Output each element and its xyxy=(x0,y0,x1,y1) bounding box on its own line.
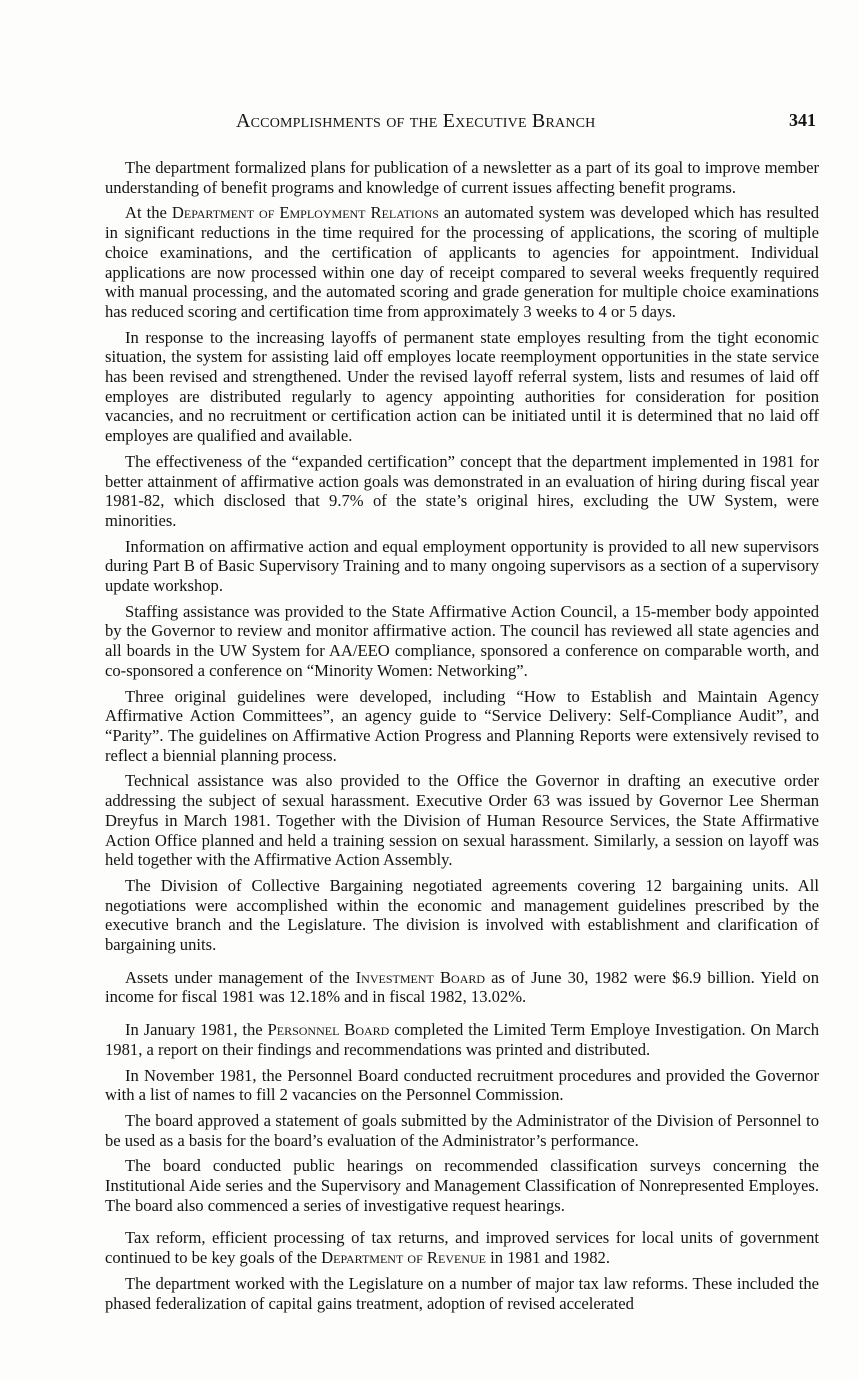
paragraph xyxy=(105,1228,819,1267)
paragraph xyxy=(105,968,819,1007)
document-body xyxy=(105,158,819,1319)
paragraph: Technical assistance was also provided to the Office the Governor in drafting an executive order addressing the subject of sexual harassment. Executive Order 63 was issued by Governor Lee Sherman Dreyfus in March 1981. Together with the Division of Human Resource Services, the State Affirmative Action Office planned and held a training session on sexual harassment. Similarly, a session on layoff was held together with the Affirmative Action Assembly. xyxy=(105,771,819,870)
paragraph: The department worked with the Legislature on a number of major tax law reforms. These included the phased federalization of capital gains treatment, adoption of revised accelerated xyxy=(105,1273,819,1313)
paragraph: Three original guidelines were developed, including “How to Establish and Maintain Agency Affirmative Action Committees”, an agency guide to “Service Delivery: Self-Compliance Audit”, and “Parity”. The guidelines on Affirmative Action Progress and Planning Reports were extensively revised to reflect a biennial planning process. xyxy=(105,686,819,765)
agency-name: Personnel Board xyxy=(267,1020,390,1040)
agency-name: Investment Board xyxy=(355,967,486,987)
paragraph: Staffing assistance was provided to the State Affirmative Action Council, a 15-member body appointed by the Governor to review and monitor affirmative action. The council has reviewed all state agencies and all boards in the UW System for AA/EEO compliance, sponsored a conference on comparable worth, and co-sponsored a conference on “Minority Women: Networking”. xyxy=(105,601,819,680)
page-number: 341 xyxy=(789,110,816,130)
paragraph xyxy=(105,203,819,321)
paragraph: The department formalized plans for publication of a newsletter as a part of its goal to improve member understanding of benefit programs and knowledge of current issues affecting benefit programs. xyxy=(105,158,819,197)
agency-name: Department of Revenue xyxy=(321,1248,486,1268)
paragraph xyxy=(105,1020,819,1059)
running-head xyxy=(106,108,818,138)
running-title: Accomplishments of the Executive Branch xyxy=(236,110,596,132)
paragraph: The effectiveness of the “expanded certification” concept that the department implemented in 1981 for better attainment of affirmative action goals was demonstrated in an evaluation of hiring during fiscal year 1981-82, which disclosed that 9.7% of the state’s original hires, excluding the UW System, were minorities. xyxy=(105,451,819,530)
paragraph-text: as of June 30, 1982 were $6.9 billion. Yield on income for fiscal 1981 was 12.18% and in fiscal 1982, 13.02%. xyxy=(105,967,819,1007)
paragraph: The Division of Collective Bargaining negotiated agreements covering 12 bargaining units. All negotiations were accomplished within the economic and management guidelines prescribed by the executive branch and the Legislature. The division is involved with establishment and clarification of bargaining units. xyxy=(105,875,819,955)
paragraph: In November 1981, the Personnel Board conducted recruitment procedures and provided the Governor with a list of names to fill 2 vacancies on the Personnel Commission. xyxy=(105,1065,819,1105)
agency-name: Department of Employment Relations xyxy=(171,203,439,223)
paragraph: In response to the increasing layoffs of permanent state employes resulting from the tight economic situation, the system for assisting laid off employes locate reemployment opportunities in the state service has been revised and strengthened. Under the revised layoff referral system, lists and resumes of laid off employes are distributed regularly to agency appointing authorities for consideration for position vacancies, and no recruitment or certification action can be initiated until it is determined that no laid off employes are qualified and available. xyxy=(105,327,819,446)
paragraph: The board approved a statement of goals submitted by the Administrator of the Division of Personnel to be used as a basis for the board’s evaluation of the Administrator’s performance. xyxy=(105,1110,819,1150)
paragraph-text: Assets under management of the xyxy=(125,967,356,987)
paragraph: Information on affirmative action and equal employment opportunity is provided to all new supervisors during Part B of Basic Supervisory Training and to many ongoing supervisors as a section of a supervisory update workshop. xyxy=(105,536,819,596)
paragraph-text: in 1981 and 1982. xyxy=(485,1248,610,1268)
paragraph-text: In January 1981, the xyxy=(125,1020,268,1040)
paragraph-text: completed the Limited Term Employe Investigation. On March 1981, a report on their findings and recommendations was printed and distributed. xyxy=(105,1020,819,1059)
paragraph-text: Tax reform, efficient processing of tax returns, and improved services for local units of government continued to be key goals of the xyxy=(105,1228,819,1268)
paragraph-text: At the xyxy=(125,203,172,223)
paragraph-text: an automated system was developed which has resulted in significant reductions in the time required for the processing of applications, the scoring of multiple choice examinations, and the certification of applicants to agencies for appointment. Individual applications are now processed within one day of receipt compared to several weeks frequently required with manual processing, and the automated scoring and grade generation for multiple choice examinations has reduced scoring and certification time from approximately 3 weeks to 4 or 5 days. xyxy=(105,203,819,321)
paragraph: The board conducted public hearings on recommended classification surveys concerning the Institutional Aide series and the Supervisory and Management Classification of Nonrepresented Employes. The board also commenced a series of investigative request hearings. xyxy=(105,1156,819,1215)
